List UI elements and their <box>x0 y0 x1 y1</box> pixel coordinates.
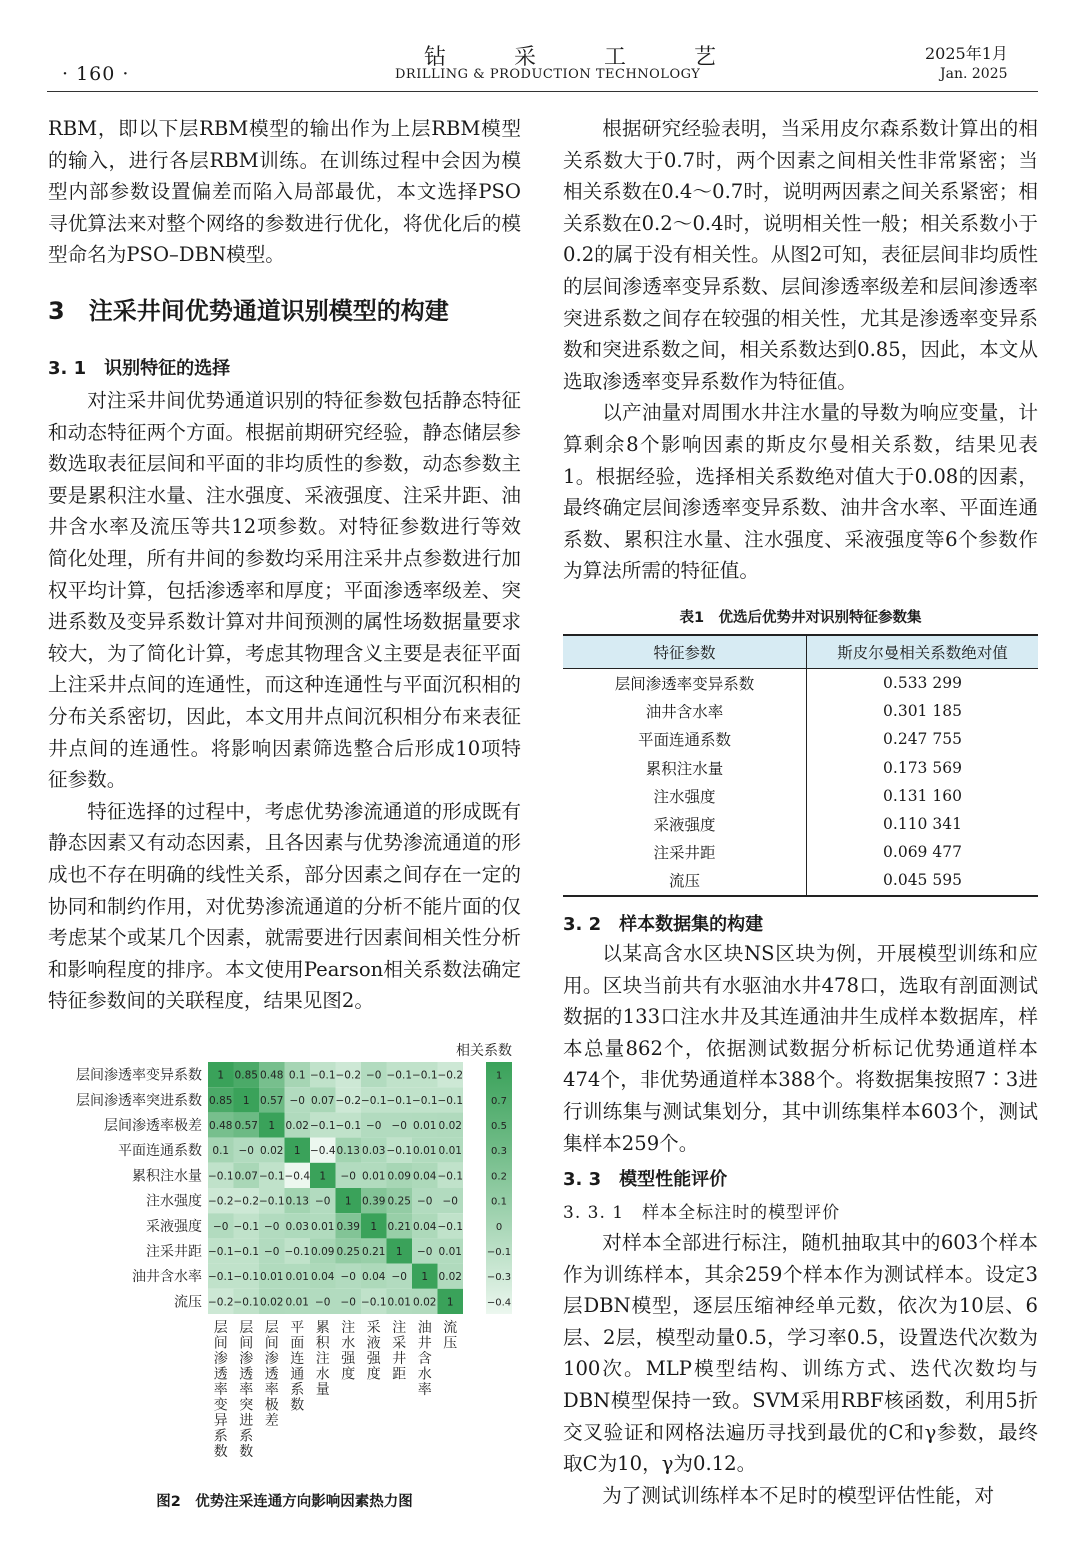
heatmap-cell-label: 1 <box>421 1271 429 1284</box>
table-cell-feature: 流压 <box>563 866 807 895</box>
table-cell-value: 0.069 477 <box>883 843 962 862</box>
heatmap-cell-label: −0.2 <box>208 1195 234 1208</box>
heatmap-cell-label: −0.1 <box>310 1120 336 1132</box>
paragraph-3-1-b: 特征选择的过程中，考虑优势渗流通道的形成既有静态因素又有动态因素，且各因素与优势渗流通道的形成也不存在明确的线性关系，部分因素之间存在一定的协同和制约作用，对优势渗流通道的分析不能片面的仅考虑某个或某几个因素，就需要进行因素间相关性分析和影响程度的排序。本文使用Pearson相关系数法确定特征参数间的关联程度，结果见图2。 <box>48 799 521 1013</box>
heatmap-cell-label: −0.1 <box>233 1246 259 1258</box>
table-cell-value: 0.131 160 <box>883 786 962 805</box>
heatmap-row-label: 层间渗透率极差 <box>104 1118 202 1134</box>
subsection-3-1-title: 3. 1 识别特征的选择 <box>48 358 231 379</box>
heatmap-cell-label: 1 <box>217 1069 225 1082</box>
heatmap-cell-label: 0.02 <box>413 1296 437 1309</box>
heatmap-cell-label: 0.02 <box>260 1145 284 1158</box>
heatmap-cell-label: −0.1 <box>233 1296 259 1309</box>
heatmap-row-label: 注水强度 <box>146 1193 202 1210</box>
paragraph-3-2: 以某高含水区块NS区块为例，开展模型训练和应用。区块当前共有水驱油水井478口，选取有剖面测试数据的133口注水井及其连通油井生成样本数据库，样本总量862个，依据测试数据分析标记优势通道样本474个，非优势通道样本388个。将数据集按照7∶3进行训练集与测试集划分，其中训练集样本603个，测试集样本259个。 <box>563 942 1038 1155</box>
heatmap-cell-label: 0.25 <box>336 1246 360 1258</box>
issue-date-en: Jan. 2025 <box>940 66 1008 82</box>
heatmap-cell-label: −0.1 <box>361 1094 387 1107</box>
heatmap-cell-label: −0.1 <box>233 1220 259 1233</box>
heatmap-cell-label: 0.07 <box>311 1094 335 1107</box>
heatmap-cell-label: 0.48 <box>209 1120 233 1132</box>
heatmap-cell-label: 0.57 <box>234 1120 258 1132</box>
heatmap-cell-label: −0.1 <box>386 1069 412 1082</box>
heatmap-cell-label: 0.01 <box>387 1296 411 1309</box>
subsection-3-3-title: 3. 3 模型性能评价 <box>563 1169 728 1190</box>
paragraph-3-2-block <box>563 938 1038 1159</box>
colorbar-tick-label: 0.2 <box>491 1171 507 1183</box>
table-caption: 表1 优选后优势井对识别特征参数集 <box>679 610 922 626</box>
heatmap-cell-label: −0.1 <box>284 1246 310 1258</box>
heatmap-cell-label: −0 <box>238 1145 254 1158</box>
heatmap-cell-label: 1 <box>370 1220 378 1233</box>
colorbar-tick-label: 0.1 <box>491 1196 507 1208</box>
heatmap-cell-label: 0.02 <box>285 1120 309 1132</box>
heatmap-cell-label: −0.4 <box>284 1170 310 1183</box>
heatmap-col-label: 层间渗透率变异系数 <box>213 1320 228 1460</box>
heatmap-cell-label: −0 <box>366 1120 382 1132</box>
heatmap-col-label: 平面连通系数 <box>290 1320 305 1414</box>
heatmap-cell-label: −0.1 <box>233 1271 259 1284</box>
heatmap-row-label: 累积注水量 <box>132 1168 202 1185</box>
paragraph-3-3-1-a: 对样本全部进行标注，随机抽取其中的603个样本作为训练样本，其余259个样本作为测试样本。设定3层DBN模型，逐层压缩神经单元数，依次为10层、6层、2层，模型动量0.5，学习率0.5，设置迭代次数为100次。MLP模型结构、训练方式、迭代次数均与DBN模型保持一致。SVM采用RBF核函数，利用5折交叉验证和网格法遍历寻找到最优的C和γ参数，最终取C为10，γ为0.12。 <box>563 1231 1038 1476</box>
paragraph-text: RBM，即以下层RBM模型的输出作为上层RBM模型的输入，进行各层RBM训练。在训练过程中会因为模型内部参数设置偏差而陷入局部最优，本文选择PSO寻优算法来对整个网络的参数进行优化，将优化后的模型命名为PSO–DBN模型。 <box>48 117 521 267</box>
heatmap-col-label: 油井含水率 <box>417 1320 432 1398</box>
heatmap-cell-label: 0.04 <box>311 1271 335 1284</box>
paragraph-3-1-a: 对注采井间优势通道识别的特征参数包括静态特征和动态特征两个方面。根据前期研究经验，静态储层参数选取表征层间和平面的非均质性的参数，动态参数主要是累积注水量、注水强度、采液强度、注采井距、油井含水率及流压等共12项参数。对特征参数进行等效简化处理，所有井间的参数均采用注采井点参数进行加权平均计算，包括渗透率和厚度；平面渗透率级差、突进系数及变异系数计算对井间预测的属性场数据量要求较大，为了简化计算，考虑其物理含义主要是表征平面上注采井点间的连通性，而这种连通性与平面沉积相的分布关系密切，因此，本文用井点间沉积相分布来表征井点间的连通性。将影响因素筛选整合后形成10项特征参数。 <box>48 389 521 792</box>
heatmap-cell-label: −0.1 <box>335 1120 361 1132</box>
heatmap-cell-label: 0.39 <box>362 1195 386 1208</box>
heatmap-cell-label: −0 <box>315 1296 331 1309</box>
subsection-3-2-title: 3. 2 样本数据集的构建 <box>563 914 764 935</box>
heatmap-cell-label: −0 <box>264 1220 280 1233</box>
paragraphs-3-1 <box>48 385 521 1017</box>
heatmap-cell-label: 0.03 <box>285 1220 309 1233</box>
heatmap-cell-label: 0.03 <box>362 1145 386 1158</box>
heatmap-cell-label: −0.1 <box>361 1296 387 1309</box>
heatmap-row-label: 流压 <box>174 1294 202 1311</box>
table-cell-value: 0.533 299 <box>883 674 962 693</box>
table-cell-feature: 注采井距 <box>563 838 807 866</box>
colorbar-tick-label: 0.3 <box>491 1146 507 1158</box>
table-header: 特征参数 <box>563 635 807 669</box>
paragraph-3-3-1-b: 为了测试训练样本不足时的模型评估性能，对 <box>602 1483 995 1507</box>
heatmap-cell-label: 0.02 <box>438 1120 462 1132</box>
heatmap-cell-label: 0.04 <box>413 1170 437 1183</box>
heatmap-cell-label: 0.09 <box>387 1170 411 1183</box>
table-cell-value: 0.045 595 <box>807 866 1039 895</box>
colorbar-title: 相关系数 <box>456 1043 512 1059</box>
table-row <box>563 754 1038 782</box>
heatmap-row-label: 采液强度 <box>146 1218 202 1235</box>
heatmap-cell-label: 0.01 <box>285 1271 309 1284</box>
table-cell-feature: 层间渗透率变异系数 <box>563 669 807 698</box>
heatmap-col-label: 注水强度 <box>341 1320 356 1383</box>
heatmap-cell-label: 0.01 <box>260 1271 284 1284</box>
heatmap-cell-label: −0 <box>289 1094 305 1107</box>
table-header-row <box>563 635 1038 669</box>
heatmap-cell-label: −0.2 <box>233 1195 259 1208</box>
paragraphs-3-3-1 <box>563 1227 1038 1511</box>
heatmap-col-label: 层间渗透率突进系数 <box>239 1320 254 1460</box>
heatmap-cell-label: −0.1 <box>412 1094 438 1107</box>
heatmap-cell-label: 0.21 <box>362 1246 386 1258</box>
heatmap-cell-label: −0.2 <box>208 1296 234 1309</box>
heatmap-cell-label: 1 <box>293 1145 301 1158</box>
heatmap-cell-label: 1 <box>319 1170 327 1183</box>
heatmap-cell-label: 0.07 <box>234 1170 258 1183</box>
heatmap-cell-label: −0.1 <box>437 1094 463 1107</box>
heatmap-cell-label: 0.85 <box>234 1069 258 1082</box>
heatmap-cell-label: −0.1 <box>412 1069 438 1082</box>
colorbar-tick-label: 0 <box>495 1221 503 1233</box>
heatmap-col-label: 层间渗透率极差 <box>264 1320 279 1429</box>
paragraph-r2: 以产油量对周围水井注水量的导数为响应变量，计算剩余8个影响因素的斯皮尔曼相关系数，结果见表1。根据经验，选择相关系数绝对值大于0.08的因素，最终确定层间渗透率变异系数、油井含水率、平面连通系数、累积注水量、注水强度、采液强度等6个参数作为算法所需的特征值。 <box>563 401 1038 583</box>
heatmap-cell-label: −0.1 <box>310 1069 336 1082</box>
heatmap-cell-label: 0.1 <box>212 1145 230 1158</box>
table-cell-value: 0.301 185 <box>883 702 962 721</box>
page-number: · 160 · <box>62 63 130 85</box>
heatmap-cell-label: −0.1 <box>259 1170 285 1183</box>
heatmap-row-label: 注采井距 <box>146 1244 202 1260</box>
heatmap-cell-label: −0.2 <box>335 1094 361 1107</box>
table-header: 斯皮尔曼相关系数绝对值 <box>807 635 1039 669</box>
heatmap-row-label: 层间渗透率变异系数 <box>76 1067 202 1084</box>
heatmap-row-label: 平面连通系数 <box>118 1143 202 1160</box>
heatmap-cell-label: 0.02 <box>260 1296 284 1309</box>
table-row <box>563 838 1038 866</box>
heatmap-cell-label: −0.4 <box>310 1145 336 1158</box>
heatmap-cell-label: 0.01 <box>285 1296 309 1309</box>
heatmap-row-label: 层间渗透率突进系数 <box>76 1092 202 1109</box>
table-row <box>563 725 1038 753</box>
heatmap-col-label: 流压 <box>443 1320 458 1352</box>
heatmap-cell-label: 0.39 <box>336 1220 360 1233</box>
table-cell-feature: 累积注水量 <box>563 754 807 782</box>
heatmap-cell-label: 0.02 <box>438 1271 462 1284</box>
heatmap-cell-label: 1 <box>446 1296 454 1309</box>
paragraph-intro <box>48 113 521 271</box>
heatmap-cell-label: 1 <box>242 1094 250 1107</box>
heatmap-cell-label: 0.1 <box>288 1069 306 1082</box>
heatmap-cell-label: −0 <box>417 1195 433 1208</box>
figure-caption: 图2 优势注采连通方向影响因素热力图 <box>156 1494 413 1510</box>
journal-title-en: DRILLING & PRODUCTION TECHNOLOGY <box>395 67 701 82</box>
heatmap-cell-label: 0.48 <box>260 1069 284 1082</box>
heatmap-cell-label: −0 <box>391 1120 407 1132</box>
heatmap-cell-label: −0 <box>366 1069 382 1082</box>
heatmap-cell-label: −0 <box>391 1271 407 1284</box>
heatmap-cell-label: 1 <box>395 1246 403 1258</box>
heatmap-cell-label: −0.1 <box>259 1195 285 1208</box>
heatmap-cell-label: 0.13 <box>285 1195 309 1208</box>
journal-title-cn: 钻采工艺 <box>424 45 785 70</box>
heatmap-cell-label: 1 <box>268 1120 276 1132</box>
heatmap-cell-label: −0 <box>340 1271 356 1284</box>
heatmap-cell-label: −0 <box>340 1170 356 1183</box>
heatmap-cell-label: −0.1 <box>386 1145 412 1158</box>
table-row <box>563 697 1038 725</box>
subsubsection-3-3-1-title: 3. 3. 1 样本全标注时的模型评价 <box>563 1203 841 1223</box>
heatmap-cell-label: 0.85 <box>209 1094 233 1107</box>
heatmap-cell-label: −0.1 <box>386 1094 412 1107</box>
heatmap-cell-label: −0 <box>264 1246 280 1258</box>
heatmap-cell-label: −0.2 <box>437 1069 463 1082</box>
heatmap-cell-label: 1 <box>344 1195 352 1208</box>
heatmap-cell-label: −0.1 <box>208 1246 234 1258</box>
heatmap-cell-label: 0.01 <box>413 1145 437 1158</box>
heatmap-cell-label: −0 <box>315 1195 331 1208</box>
table-row <box>563 782 1038 810</box>
section-title: 3 注采井间优势通道识别模型的构建 <box>48 297 449 325</box>
heatmap-cell-label: −0 <box>213 1220 229 1233</box>
paragraphs-right-top <box>563 113 1038 587</box>
heatmap-cell-label: 0.13 <box>336 1145 360 1158</box>
heatmap-cell-label: −0.1 <box>208 1170 234 1183</box>
colorbar-tick-label: 0.7 <box>491 1095 507 1107</box>
colorbar-tick-label: 1 <box>495 1070 503 1082</box>
heatmap-cell-label: 0.25 <box>387 1195 411 1208</box>
heatmap-cell-label: −0.1 <box>437 1220 463 1233</box>
table-cell-feature: 平面连通系数 <box>563 725 807 753</box>
heatmap-cell-label: 0.01 <box>311 1220 335 1233</box>
heatmap-row-label: 油井含水率 <box>132 1269 202 1286</box>
heatmap-cell-label: 0.04 <box>413 1220 437 1233</box>
colorbar-tick-label: 0.5 <box>491 1121 507 1132</box>
table-cell-feature: 注水强度 <box>563 782 807 810</box>
heatmap-cell-label: 0.04 <box>362 1271 386 1284</box>
table-row <box>563 866 1038 895</box>
heatmap-cell-label: 0.09 <box>311 1246 335 1258</box>
colorbar-tick-label: −0.1 <box>486 1247 512 1258</box>
table-cell-feature: 采液强度 <box>563 810 807 838</box>
heatmap-cell-label: −0 <box>417 1246 433 1258</box>
colorbar-tick-label: −0.4 <box>486 1297 512 1309</box>
table-row <box>563 669 1038 698</box>
heatmap-cell-label: 0.01 <box>362 1170 386 1183</box>
heatmap-col-label: 采液强度 <box>366 1320 381 1383</box>
table-cell-value: 0.247 755 <box>883 730 962 749</box>
table-cell-feature: 油井含水率 <box>563 697 807 725</box>
heatmap-cell-label: −0.1 <box>208 1271 234 1284</box>
heatmap-col-label: 累积注水量 <box>315 1320 330 1398</box>
issue-date-cn: 2025年1月 <box>925 44 1008 63</box>
table-row <box>563 810 1038 838</box>
heatmap-cell-label: 0.57 <box>260 1094 284 1107</box>
colorbar-tick-label: −0.3 <box>486 1272 512 1284</box>
heatmap-cell-label: 0.21 <box>387 1220 411 1233</box>
heatmap-cell-label: 0.01 <box>413 1120 437 1132</box>
feature-table <box>563 634 1038 897</box>
header-rule <box>47 91 1038 92</box>
heatmap-figure <box>50 1038 530 1478</box>
paragraph-r1: 根据研究经验表明，当采用皮尔森系数计算出的相关系数大于0.7时，两个因素之间相关性非常紧密；当相关系数在0.4～0.7时，说明两因素之间关系紧密；相关系数在0.2～0.4时，说明相关性一般；相关系数小于0.2的属于没有相关性。从图2可知，表征层间非均质性的层间渗透率变异系数、层间渗透率级差和层间渗透率突进系数之间存在较强的相关性，尤其是渗透率变异系数和突进系数之间，相关系数达到0.85，因此，本文从选取渗透率变异系数作为特征值。 <box>563 117 1038 393</box>
heatmap-cell-label: −0 <box>442 1195 458 1208</box>
heatmap-cell-label: −0.2 <box>335 1069 361 1082</box>
heatmap-cell-label: −0 <box>340 1296 356 1309</box>
heatmap-cell-label: −0.1 <box>437 1170 463 1183</box>
heatmap-col-label: 注采井距 <box>392 1320 407 1383</box>
heatmap-cell-label: 0.01 <box>438 1246 462 1258</box>
table-cell-value: 0.173 569 <box>883 758 962 777</box>
table-cell-value: 0.110 341 <box>883 815 962 834</box>
heatmap-cell-label: 0.01 <box>438 1145 462 1158</box>
